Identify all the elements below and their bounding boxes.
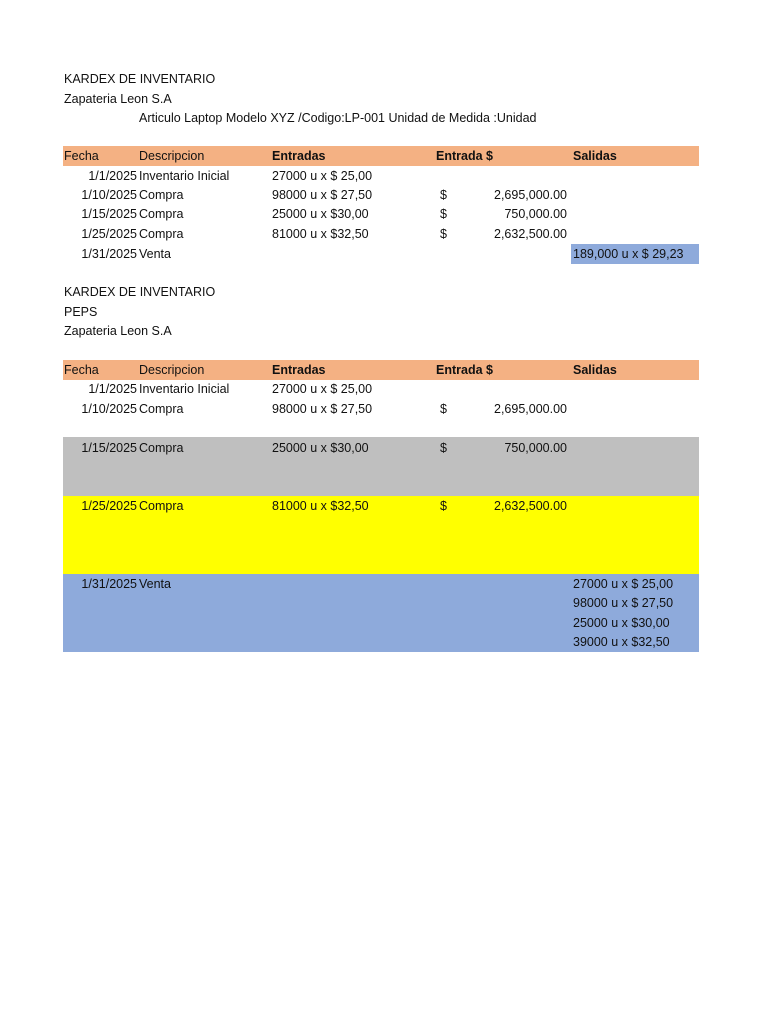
header-entrada-dollar: Entrada $ [436, 363, 493, 377]
kardex-title-1: KARDEX DE INVENTARIO [64, 72, 216, 86]
cell-salidas: 98000 u x $ 27,50 [573, 596, 674, 610]
cell-entradas: 98000 u x $ 27,50 [272, 188, 373, 202]
table-header [63, 360, 699, 380]
table-row [63, 186, 699, 205]
cell-descripcion: Compra [139, 402, 184, 416]
cell-descripcion: Inventario Inicial [139, 169, 230, 183]
kardex-table-1 [63, 146, 699, 264]
cell-fecha: 1/10/2025 [81, 188, 137, 202]
header-fecha: Fecha [64, 363, 99, 377]
kardex-table-peps [63, 360, 699, 652]
cell-entradas: 27000 u x $ 25,00 [272, 169, 373, 183]
header-entradas: Entradas [272, 149, 326, 163]
cell-fecha: 1/10/2025 [81, 402, 137, 416]
cell-fecha: 1/25/2025 [81, 227, 137, 241]
cell-amount: 2,632,500.00 [494, 499, 567, 513]
cell-entradas: 98000 u x $ 27,50 [272, 402, 373, 416]
cell-descripcion: Compra [139, 227, 184, 241]
cell-entradas: 25000 u x $30,00 [272, 207, 369, 221]
table-row [63, 205, 699, 225]
header-entradas: Entradas [272, 363, 326, 377]
table-row [63, 166, 699, 186]
cell-fecha: 1/1/2025 [88, 169, 137, 183]
table-row [63, 225, 699, 244]
table-row-gray [63, 437, 699, 496]
cell-currency: $ [440, 227, 447, 241]
cell-currency: $ [440, 499, 447, 513]
cell-salidas: 27000 u x $ 25,00 [573, 577, 674, 591]
cell-descripcion: Compra [139, 441, 184, 455]
table-row [63, 400, 699, 437]
header-salidas: Salidas [573, 149, 617, 163]
header-salidas: Salidas [573, 363, 617, 377]
cell-entradas: 25000 u x $30,00 [272, 441, 369, 455]
cell-descripcion: Compra [139, 207, 184, 221]
method-label: PEPS [64, 305, 98, 319]
cell-currency: $ [440, 207, 447, 221]
article-line: Articulo Laptop Modelo XYZ /Codigo:LP-001 Unidad de Medida :Unidad [139, 111, 537, 125]
cell-descripcion: Venta [139, 577, 171, 591]
cell-currency: $ [440, 441, 447, 455]
cell-entradas: 81000 u x $32,50 [272, 499, 369, 513]
table-row [63, 244, 699, 264]
cell-fecha: 1/31/2025 [81, 247, 137, 261]
cell-descripcion: Compra [139, 188, 184, 202]
cell-fecha: 1/31/2025 [81, 577, 137, 591]
cell-descripcion: Venta [139, 247, 171, 261]
cell-salidas: 39000 u x $32,50 [573, 635, 670, 649]
table-row [63, 380, 699, 400]
cell-salidas: 189,000 u x $ 29,23 [573, 247, 684, 261]
cell-currency: $ [440, 402, 447, 416]
table-row-blue [63, 574, 699, 652]
header-descripcion: Descripcion [139, 149, 205, 163]
cell-descripcion: Compra [139, 499, 184, 513]
cell-salidas: 25000 u x $30,00 [573, 616, 670, 630]
header-entrada-dollar: Entrada $ [436, 149, 493, 163]
cell-fecha: 1/1/2025 [88, 382, 137, 396]
cell-fecha: 1/15/2025 [81, 441, 137, 455]
header-descripcion: Descripcion [139, 363, 205, 377]
table-row-yellow [63, 496, 699, 574]
kardex-title-2: KARDEX DE INVENTARIO [64, 285, 216, 299]
cell-amount: 750,000.00 [504, 441, 567, 455]
cell-descripcion: Inventario Inicial [139, 382, 230, 396]
header-fecha: Fecha [64, 149, 99, 163]
company-name-1: Zapateria Leon S.A [64, 92, 172, 106]
cell-currency: $ [440, 188, 447, 202]
cell-entradas: 81000 u x $32,50 [272, 227, 369, 241]
cell-amount: 2,695,000.00 [494, 188, 567, 202]
cell-fecha: 1/25/2025 [81, 499, 137, 513]
company-name-2: Zapateria Leon S.A [64, 324, 172, 338]
cell-amount: 2,695,000.00 [494, 402, 567, 416]
cell-amount: 2,632,500.00 [494, 227, 567, 241]
cell-fecha: 1/15/2025 [81, 207, 137, 221]
cell-entradas: 27000 u x $ 25,00 [272, 382, 373, 396]
cell-amount: 750,000.00 [504, 207, 567, 221]
table-header [63, 146, 699, 166]
